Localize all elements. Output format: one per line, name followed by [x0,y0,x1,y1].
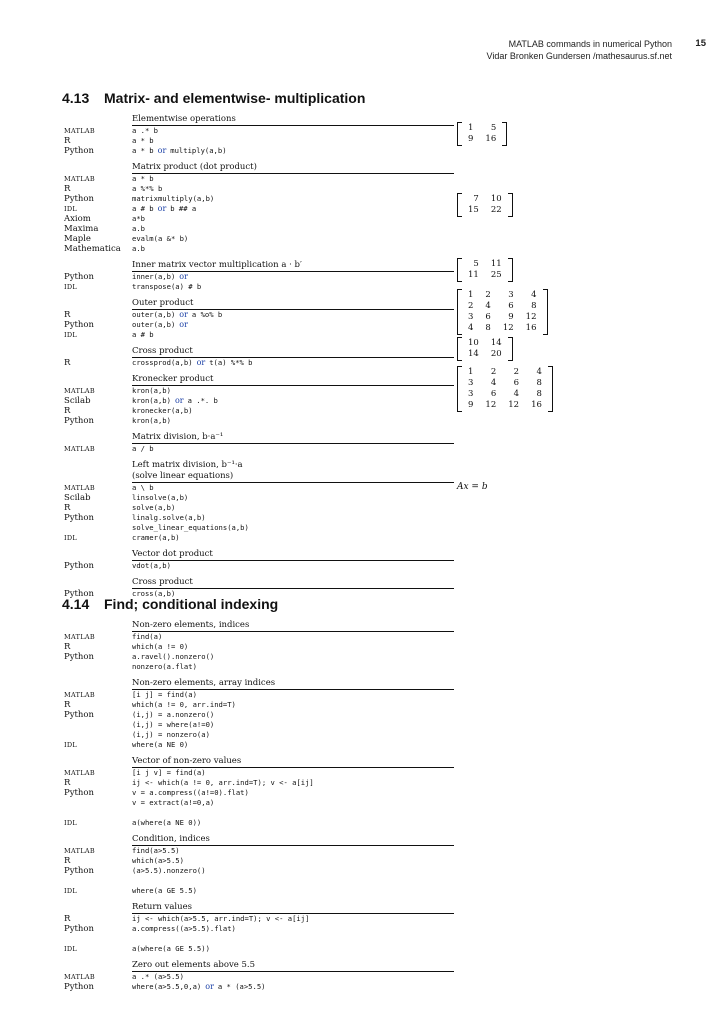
command-code: a.ravel().nonzero() [132,652,215,661]
command-code: (a>5.5).nonzero() [132,866,206,875]
matrix-entry: 1 [468,290,474,300]
command-code: solve(a,b) [132,503,176,512]
command-row [64,330,454,340]
group-title: Cross product [132,346,454,358]
group-title: Matrix division, b·a⁻¹ [132,432,454,444]
matrix-entry: 1 [468,367,474,377]
matrix-entry: 4 [485,301,491,311]
command-code: a .* b [132,126,158,135]
matrix-entry: 12 [502,323,514,333]
command-code-alt: a %o% b [191,310,223,319]
command-code: linsolve(a,b) [132,493,189,502]
matrix-entry: 5 [473,259,479,269]
language-label: Python [64,513,95,523]
command-code: v = a.compress((a!=0).flat) [132,788,249,797]
command-code: a .* (a>5.5) [132,972,184,981]
command-code-alt: multiply(a,b) [170,146,227,155]
group-title: Inner matrix vector multiplication a · b′ [132,260,454,272]
group-title: Outer product [132,298,454,310]
matrix-entry: 12 [485,400,497,410]
command-row [64,934,454,944]
matrix-entry: 6 [490,389,497,399]
command-code: cramer(a,b) [132,533,180,542]
group-title: Vector of non-zero values [132,756,454,768]
command-row [64,856,454,866]
language-label [64,934,132,944]
command-row [64,740,454,750]
language-label [64,523,132,533]
matrix-entry: 3 [508,290,514,300]
matrix-entry: 25 [490,270,502,280]
or-separator: or [157,204,167,213]
language-label: R [64,310,71,320]
command-row [64,204,454,214]
matrix-entry: 4 [531,290,537,300]
command-row [64,914,454,924]
command-row [64,513,454,523]
language-label: R [64,700,71,710]
command-code-alt: b ## a [170,204,197,213]
matrix-entry: 3 [468,312,474,322]
matrix-entry: 8 [485,323,491,333]
matrix-grid [462,122,502,146]
matrix-entry: 12 [525,312,537,322]
matrix-entry: 6 [485,312,491,322]
group-return-values [64,902,454,954]
language-label: Python [64,320,95,330]
command-code: vdot(a,b) [132,561,171,570]
command-row [64,244,454,254]
group-title: Non-zero elements, array indices [132,678,454,690]
language-label: R [64,503,71,513]
command-code: transpose(a) # b [132,282,202,291]
result-matrix-dot-product [457,193,513,217]
command-code: nonzero(a.flat) [132,662,197,671]
language-label: R [64,184,71,194]
language-label [64,662,132,672]
header-title: MATLAB commands in numerical Python [508,39,672,49]
command-code-alt: t(a) %*% b [209,358,253,367]
command-code: a \ b [132,483,154,492]
header-author: Vidar Bronken Gundersen /mathesaurus.sf.net [486,51,672,61]
or-separator: or [179,272,188,281]
command-row [64,944,454,954]
command-row [64,320,454,330]
group-title: Cross product [132,577,454,589]
matrix-entry: 4 [536,367,542,377]
matrix-grid [462,258,508,282]
matrix-entry: 10 [468,338,479,348]
language-label: IDL [64,205,77,213]
command-code: solve_linear_equations(a,b) [132,523,249,532]
command-row [64,310,454,320]
command-row [64,396,454,406]
group-title: Zero out elements above 5.5 [132,960,454,972]
language-label: Python [64,146,95,156]
language-label: Python [64,866,95,876]
command-code-alt: a .*. b [187,396,218,405]
language-label: MATLAB [64,769,95,777]
group-matrix-division-b-a [64,432,454,454]
result-matrix-kronecker [457,366,553,412]
language-label: Python [64,272,95,282]
language-label: Python [64,561,95,571]
command-row [64,798,454,808]
matrix-entry: 9 [468,134,474,144]
command-code: where(a NE 0) [132,740,189,749]
matrix-entry: 2 [468,301,474,311]
command-row [64,493,454,503]
language-label: R [64,778,71,788]
group-vector-dot-product [64,549,454,571]
commands-table-find [64,620,454,998]
equation-ax-b: Ax = b [457,482,488,492]
command-code: inner(a,b) [132,272,176,281]
command-row [64,444,454,454]
command-row [64,272,454,282]
matrix-entry: 16 [525,323,537,333]
language-label: MATLAB [64,387,95,395]
language-label: Python [64,710,95,720]
matrix-entry: 8 [531,301,537,311]
language-label: MATLAB [64,484,95,492]
command-row [64,214,454,224]
command-code: which(a != 0) [132,642,189,651]
command-row [64,720,454,730]
command-code: cross(a,b) [132,589,176,598]
command-code: (i,j) = nonzero(a) [132,730,210,739]
command-code: ij <- which(a != 0, arr.ind=T); v <- a[ij] [132,778,314,787]
section-number: 4.13 [62,90,90,106]
command-row [64,876,454,886]
matrix-entry: 6 [513,378,520,388]
command-code: a # b [132,330,154,339]
group-non-zero-elements-array-indices [64,678,454,750]
command-code: (i,j) = a.nonzero() [132,710,215,719]
group-outer-product [64,298,454,340]
language-label: R [64,406,71,416]
matrix-entry: 6 [508,301,514,311]
matrix-entry: 16 [531,400,542,410]
command-code: a * b [132,136,154,145]
command-row [64,788,454,798]
matrix-entry: 11 [490,259,502,269]
command-row [64,768,454,778]
group-title: Kronecker product [132,374,454,386]
language-label: MATLAB [64,691,95,699]
right-bracket [508,258,513,282]
result-matrix-cross [457,337,513,361]
command-code: a * b [132,146,154,155]
command-code: (i,j) = where(a!=0) [132,720,215,729]
command-row [64,406,454,416]
command-row [64,982,454,992]
command-row [64,808,454,818]
language-label [64,876,132,886]
command-code: a*b [132,214,145,223]
language-label: MATLAB [64,127,95,135]
command-row [64,184,454,194]
group-non-zero-elements-indices [64,620,454,672]
language-label [64,730,132,740]
command-code: a # b [132,204,154,213]
command-row [64,136,454,146]
group-title: Return values [132,902,454,914]
matrix-entry: 4 [513,389,520,399]
running-header [487,38,706,62]
group-elementwise-operations [64,114,454,156]
command-row [64,523,454,533]
matrix-entry: 3 [468,378,474,388]
command-code: find(a>5.5) [132,846,180,855]
language-label: IDL [64,283,77,291]
language-label: Maxima [64,224,99,234]
language-label: Python [64,982,95,992]
command-code: [i j] = find(a) [132,690,197,699]
matrix-entry: 12 [508,400,520,410]
command-row [64,126,454,136]
matrix-entry: 2 [490,367,497,377]
section-heading-4-13 [62,90,365,106]
matrix-entry: 14 [490,338,502,348]
matrix-entry: 14 [468,349,479,359]
group-title: Condition, indices [132,834,454,846]
matrix-entry: 15 [468,205,479,215]
command-row [64,924,454,934]
commands-table-multiplication [64,114,454,605]
command-code: which(a != 0, arr.ind=T) [132,700,236,709]
command-code: a.compress((a>5.5).flat) [132,924,236,933]
language-label: Axiom [64,214,91,224]
command-row [64,866,454,876]
command-row [64,358,454,368]
command-code: a / b [132,444,154,453]
right-bracket [548,366,553,412]
language-label: MATLAB [64,445,95,453]
section-number: 4.14 [62,596,90,612]
command-row [64,386,454,396]
command-row [64,710,454,720]
group-title: Left matrix division, b⁻¹·a [132,460,243,470]
or-separator: or [174,396,184,405]
language-label: Python [64,788,95,798]
section-title: Matrix- and elementwise- multiplication [104,90,366,106]
language-label: R [64,136,71,146]
language-label: IDL [64,534,77,542]
command-row [64,846,454,856]
group-inner-matrix-vector-multiplication-a-b [64,260,454,292]
result-matrix-inner [457,258,513,282]
matrix-grid [462,289,543,335]
or-separator: or [205,982,214,991]
language-label: MATLAB [64,847,95,855]
language-label: Python [64,652,95,662]
command-row [64,483,454,493]
matrix-entry: 4 [468,323,474,333]
command-code: which(a>5.5) [132,856,184,865]
group-kronecker-product [64,374,454,426]
language-label [64,808,132,818]
or-separator: or [179,320,188,329]
page-number: 15 [695,38,706,49]
command-code: a(where(a NE 0)) [132,818,202,827]
matrix-entry: 22 [490,205,502,215]
command-row [64,234,454,244]
command-row [64,416,454,426]
matrix-entry: 16 [485,134,497,144]
language-label: MATLAB [64,973,95,981]
command-code: a * b [132,174,154,183]
matrix-entry: 1 [468,123,474,133]
group-title: Elementwise operations [132,114,454,126]
command-code: v = extract(a!=0,a) [132,798,215,807]
command-code: find(a) [132,632,163,641]
matrix-entry: 20 [490,349,502,359]
or-separator: or [179,310,188,319]
section-title: Find; conditional indexing [104,596,279,612]
matrix-entry: 3 [468,389,474,399]
command-code: where(a>5.5,0,a) [132,982,202,991]
matrix-grid [462,193,508,217]
command-row [64,224,454,234]
group-zero-out-elements-above-5-5 [64,960,454,992]
command-code: kron(a,b) [132,386,171,395]
group-subtitle: (solve linear equations) [132,471,454,483]
command-code: [i j v] = find(a) [132,768,206,777]
matrix-grid [462,366,548,412]
right-bracket [508,193,513,217]
result-matrix-elementwise [457,122,507,146]
command-code: a(where(a GE 5.5)) [132,944,210,953]
command-code: a %*% b [132,184,163,193]
command-code: linalg.solve(a,b) [132,513,206,522]
matrix-entry: 8 [536,389,542,399]
command-code: where(a GE 5.5) [132,886,197,895]
language-label: R [64,642,71,652]
command-row [64,503,454,513]
language-label: R [64,358,71,368]
language-label: Scilab [64,493,91,503]
command-code: kron(a,b) [132,396,171,405]
command-code: a.b [132,224,145,233]
section-heading-4-14 [62,596,278,612]
result-matrix-outer [457,289,548,335]
command-row [64,146,454,156]
language-label: Mathematica [64,244,121,254]
language-label: Maple [64,234,91,244]
command-code-alt: a * (a>5.5) [217,982,266,991]
language-label [64,720,132,730]
command-code: evalm(a &* b) [132,234,189,243]
command-row [64,690,454,700]
group-cross-product [64,346,454,368]
or-separator: or [196,358,206,367]
command-code: ij <- which(a>5.5, arr.ind=T); v <- a[ij] [132,914,310,923]
command-row [64,642,454,652]
command-row [64,561,454,571]
language-label: Python [64,416,95,426]
command-code: outer(a,b) [132,320,176,329]
group-title: Non-zero elements, indices [132,620,454,632]
matrix-entry: 9 [468,400,474,410]
command-row [64,730,454,740]
group-title: Vector dot product [132,549,454,561]
right-bracket [508,337,513,361]
command-row [64,194,454,204]
command-row [64,886,454,896]
command-row [64,778,454,788]
command-code: a.b [132,244,145,253]
group-matrix-product-dot-product [64,162,454,254]
command-row [64,282,454,292]
matrix-entry: 2 [485,290,491,300]
matrix-entry: 10 [490,194,502,204]
language-label: IDL [64,819,77,827]
language-label: R [64,856,71,866]
language-label [64,798,132,808]
group-title: Matrix product (dot product) [132,162,454,174]
matrix-grid [462,337,508,361]
language-label: IDL [64,945,77,953]
command-row [64,533,454,543]
command-row [64,818,454,828]
right-bracket [502,122,507,146]
command-code: outer(a,b) [132,310,176,319]
command-row [64,700,454,710]
command-row [64,632,454,642]
matrix-entry: 7 [473,194,479,204]
command-code: crossprod(a,b) [132,358,193,367]
right-bracket [543,289,548,335]
command-row [64,174,454,184]
matrix-entry: 4 [490,378,497,388]
language-label: IDL [64,887,77,895]
language-label: IDL [64,331,77,339]
command-code: matrixmultiply(a,b) [132,194,215,203]
group-vector-of-non-zero-values [64,756,454,828]
language-label: Python [64,589,95,599]
language-label: MATLAB [64,175,95,183]
command-row [64,662,454,672]
language-label: Scilab [64,396,91,406]
matrix-entry: 8 [536,378,542,388]
matrix-entry: 9 [508,312,514,322]
command-code: kronecker(a,b) [132,406,193,415]
matrix-entry: 11 [468,270,479,280]
group-left-matrix-division-b-a [64,460,454,543]
command-code: kron(a,b) [132,416,171,425]
language-label: R [64,914,71,924]
language-label: MATLAB [64,633,95,641]
command-row [64,972,454,982]
language-label: Python [64,924,95,934]
matrix-entry: 2 [513,367,520,377]
language-label: Python [64,194,95,204]
language-label: IDL [64,741,77,749]
or-separator: or [157,146,167,155]
matrix-entry: 5 [490,123,497,133]
command-row [64,652,454,662]
group-condition-indices [64,834,454,896]
